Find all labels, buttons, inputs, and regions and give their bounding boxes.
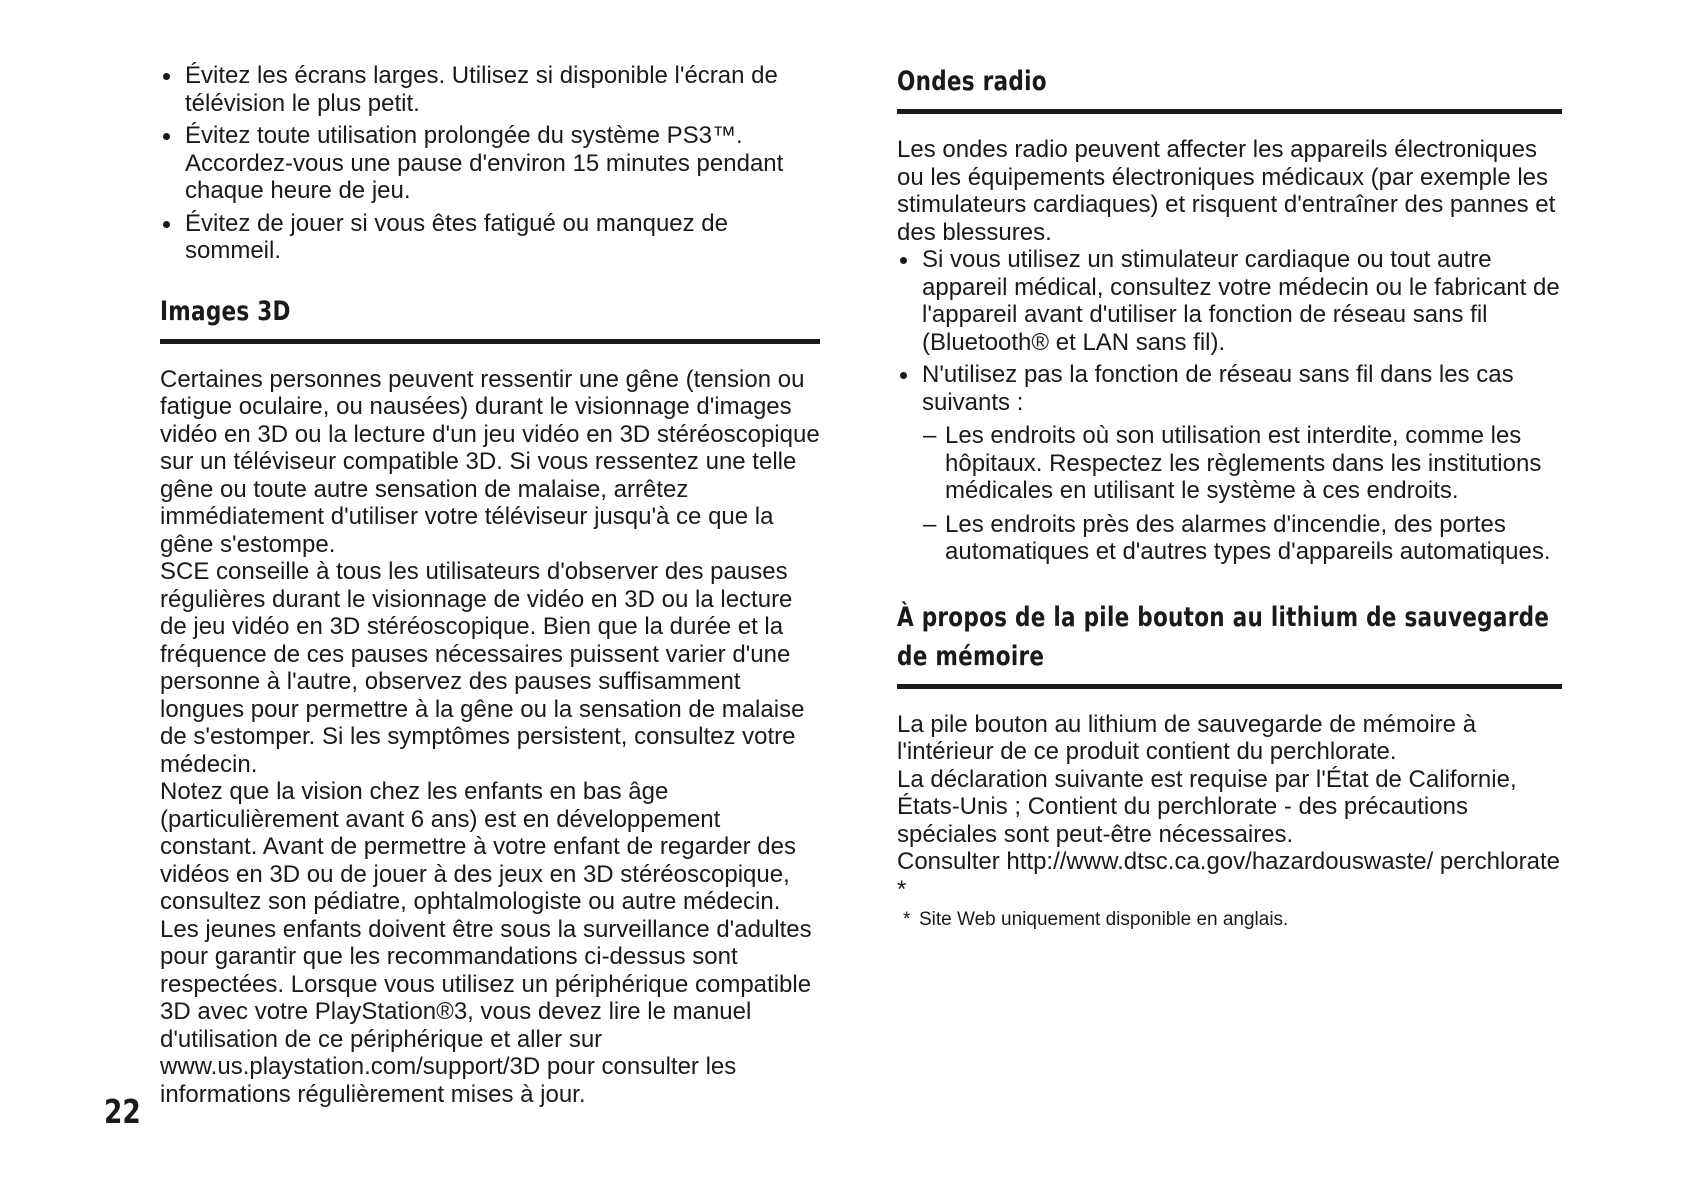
section-heading-ondes-radio: Ondes radio bbox=[897, 66, 1047, 97]
ondes-radio-bullet-list bbox=[897, 246, 1562, 566]
images-3d-paragraph-2: SCE conseille à tous les utilisateurs d'observer des pauses régulières durant le visionnage de vidéo en 3D ou la lecture de jeu vidéo en 3D stéréoscopique. Bien que la durée et la fréquence de ces pauses nécessaires puissent varier d'une personne à l'autre, observez des pauses suffisamment longues pour permettre à la gêne ou la sensation de malaise de s'estomper. Si les symptômes persistent, consultez votre médecin. bbox=[160, 558, 805, 778]
images-3d-paragraph-1: Certaines personnes peuvent ressentir une gêne (tension ou fatigue oculaire, ou nausées) durant le visionnage d'images vidéo en 3D ou la lecture d'un jeu vidéo en 3D stéréoscopique sur un téléviseur compatible 3D. Si vous ressentez une telle gêne ou toute autre sensation de malaise, arrêtez immédiatement d'utiliser votre téléviseur jusqu'à ce que la gêne s'estompe. bbox=[160, 365, 820, 558]
sub-list-item: – Les endroits près des alarmes d'incendie, des portes automatiques et d'autres types d'appareils automatiques. bbox=[922, 511, 1562, 566]
section-heading-pile-bouton: À propos de la pile bouton au lithium de sauvegarde de mémoire bbox=[897, 601, 1550, 672]
heading-divider bbox=[897, 109, 1562, 114]
list-item: Évitez toute utilisation prolongée du système PS3™. Accordez-vous une pause d'environ 15 minutes pendant chaque heure de jeu. bbox=[160, 122, 820, 205]
heading-divider bbox=[897, 684, 1562, 689]
pile-paragraph-2: La déclaration suivante est requise par l'État de Californie, États-Unis ; Contient du perchlorate - des précautions spéciales sont peut-être nécessaires. bbox=[897, 765, 1517, 848]
footnote bbox=[897, 908, 1562, 932]
left-column bbox=[160, 62, 820, 1108]
heading-divider bbox=[160, 339, 820, 344]
list-item: Si vous utilisez un stimulateur cardiaque ou tout autre appareil médical, consultez votre médecin ou le fabricant de l'appareil avant d'utiliser la fonction de réseau sans fil (Bluetooth® et LAN sans fil). bbox=[897, 246, 1562, 356]
list-item bbox=[897, 361, 1562, 566]
footnote-mark: * bbox=[903, 909, 911, 930]
section-heading-images-3d: Images 3D bbox=[160, 295, 291, 327]
list-item-text: N'utilisez pas la fonction de réseau sans fil dans les cas suivants : bbox=[922, 361, 1514, 416]
images-3d-paragraph-3: Notez que la vision chez les enfants en bas âge (particulièrement avant 6 ans) est en développement constant. Avant de permettre à votre enfant de regarder des vidéos en 3D ou de jouer à des jeux en 3D stéréoscopique, consultez son pédiatre, ophtalmologiste ou autre médecin. Les jeunes enfants doivent être sous la surveillance d'adultes pour garantir que les recommandations ci-dessus sont respectées. Lorsque vous utilisez un périphérique compatible 3D avec votre PlayStation®3, vous devez lire le manuel d'utilisation de ce périphérique et aller sur www.us.playstation.com/support/3D pour consulter les informations régulièrement mises à jour. bbox=[160, 778, 812, 1108]
ondes-radio-intro: Les ondes radio peuvent affecter les appareils électroniques ou les équipements électroniques médicaux (par exemple les stimulateurs cardiaques) et risquent d'entraîner des pannes et des blessures. bbox=[897, 136, 1556, 246]
sub-list-item: – Les endroits où son utilisation est interdite, comme les hôpitaux. Respectez les règlements dans les institutions médicales en utilisant le système à ces endroits. bbox=[922, 422, 1562, 505]
pile-paragraph-3: Consulter http://www.dtsc.ca.gov/hazardouswaste/ perchlorate * bbox=[897, 848, 1560, 903]
footnote-text: Site Web uniquement disponible en anglais. bbox=[919, 909, 1289, 930]
right-column bbox=[897, 62, 1562, 932]
page-number: 22 bbox=[104, 1092, 141, 1131]
intro-bullet-list bbox=[160, 62, 820, 265]
ondes-radio-sub-list bbox=[922, 422, 1562, 566]
list-item: Évitez de jouer si vous êtes fatigué ou manquez de sommeil. bbox=[160, 210, 820, 265]
pile-paragraph-1: La pile bouton au lithium de sauvegarde de mémoire à l'intérieur de ce produit contient du perchlorate. bbox=[897, 710, 1477, 765]
list-item: Évitez les écrans larges. Utilisez si disponible l'écran de télévision le plus petit. bbox=[160, 62, 820, 117]
